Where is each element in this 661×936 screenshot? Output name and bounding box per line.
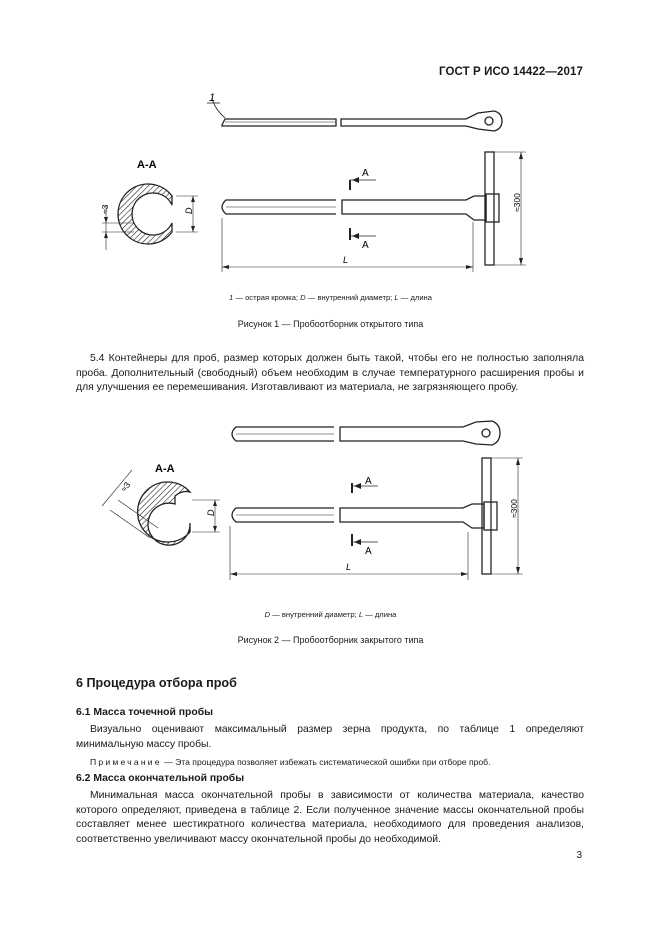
fig1-main-view [222, 152, 499, 265]
fig1-section-profile [118, 184, 172, 244]
svg-text:≈300: ≈300 [509, 499, 519, 518]
figure-1-drawing [0, 0, 661, 340]
svg-text:≈3: ≈3 [118, 480, 133, 494]
section-6-title: 6 Процедура отбора проб [76, 676, 237, 690]
svg-text:А: А [362, 240, 369, 251]
svg-text:L: L [343, 255, 349, 265]
figure-1-caption: Рисунок 1 — Пробоотборник открытого типа [237, 319, 424, 329]
svg-text:≈3: ≈3 [100, 204, 110, 214]
paragraph-5-4: 5.4 Контейнеры для проб, размер которых должен быть такой, чтобы его не полностью заполняла проба. Дополнительный (свободный) объем необходим в случае температурного расширения пробы и для улучшения ее перемешивания. Изготавливают из материала, не загрязняющего пробу. [76, 353, 584, 394]
figure-2-legend: D — внутренний диаметр; L — длина [264, 610, 397, 619]
fig2-top-view [232, 421, 500, 445]
document-code: ГОСТ Р ИСО 14422—2017 [438, 66, 583, 78]
figure-2-caption: Рисунок 2 — Пробоотборник закрытого типа [237, 635, 424, 645]
svg-text:А: А [365, 546, 372, 557]
fig1-section-label: А-А [137, 159, 157, 171]
section-6-1-title: 6.1 Масса точечной пробы [76, 707, 214, 718]
callout-number: 1 [209, 92, 216, 104]
fig2-section-profile [138, 482, 190, 545]
svg-text:А: А [365, 476, 372, 487]
figure-1-legend: 1 — острая кромка; D — внутренний диаметр; L — длина [229, 293, 432, 302]
section-6-1-text: Визуально оценивают максимальный размер зерна продукта, по таблице 1 определяют минимальную массу пробы. [76, 724, 584, 750]
figure-2-drawing [0, 400, 661, 600]
section-6-2-title: 6.2 Масса окончательной пробы [76, 773, 245, 784]
section-6-2-text: Минимальная масса окончательной пробы в зависимости от количества материала, качество которого определяют, приведена в таблице 2. Если полученное значение массы окончательной пробы составляет менее шестикратного количества материала, необходимого для проведения анализов, соответственно увеличивают массу окончательной пробы до необходимой. [76, 790, 584, 845]
fig2-section-label: А-А [155, 463, 175, 475]
page-number: 3 [576, 850, 582, 861]
svg-text:D: D [206, 509, 216, 516]
note: Примечание — Эта процедура позволяет избежать систематической ошибки при отборе проб. [90, 757, 491, 767]
svg-text:А: А [362, 168, 369, 179]
svg-text:L: L [346, 562, 352, 572]
svg-text:≈300: ≈300 [512, 193, 522, 212]
svg-text:D: D [184, 207, 194, 214]
fig1-top-view [222, 111, 502, 131]
